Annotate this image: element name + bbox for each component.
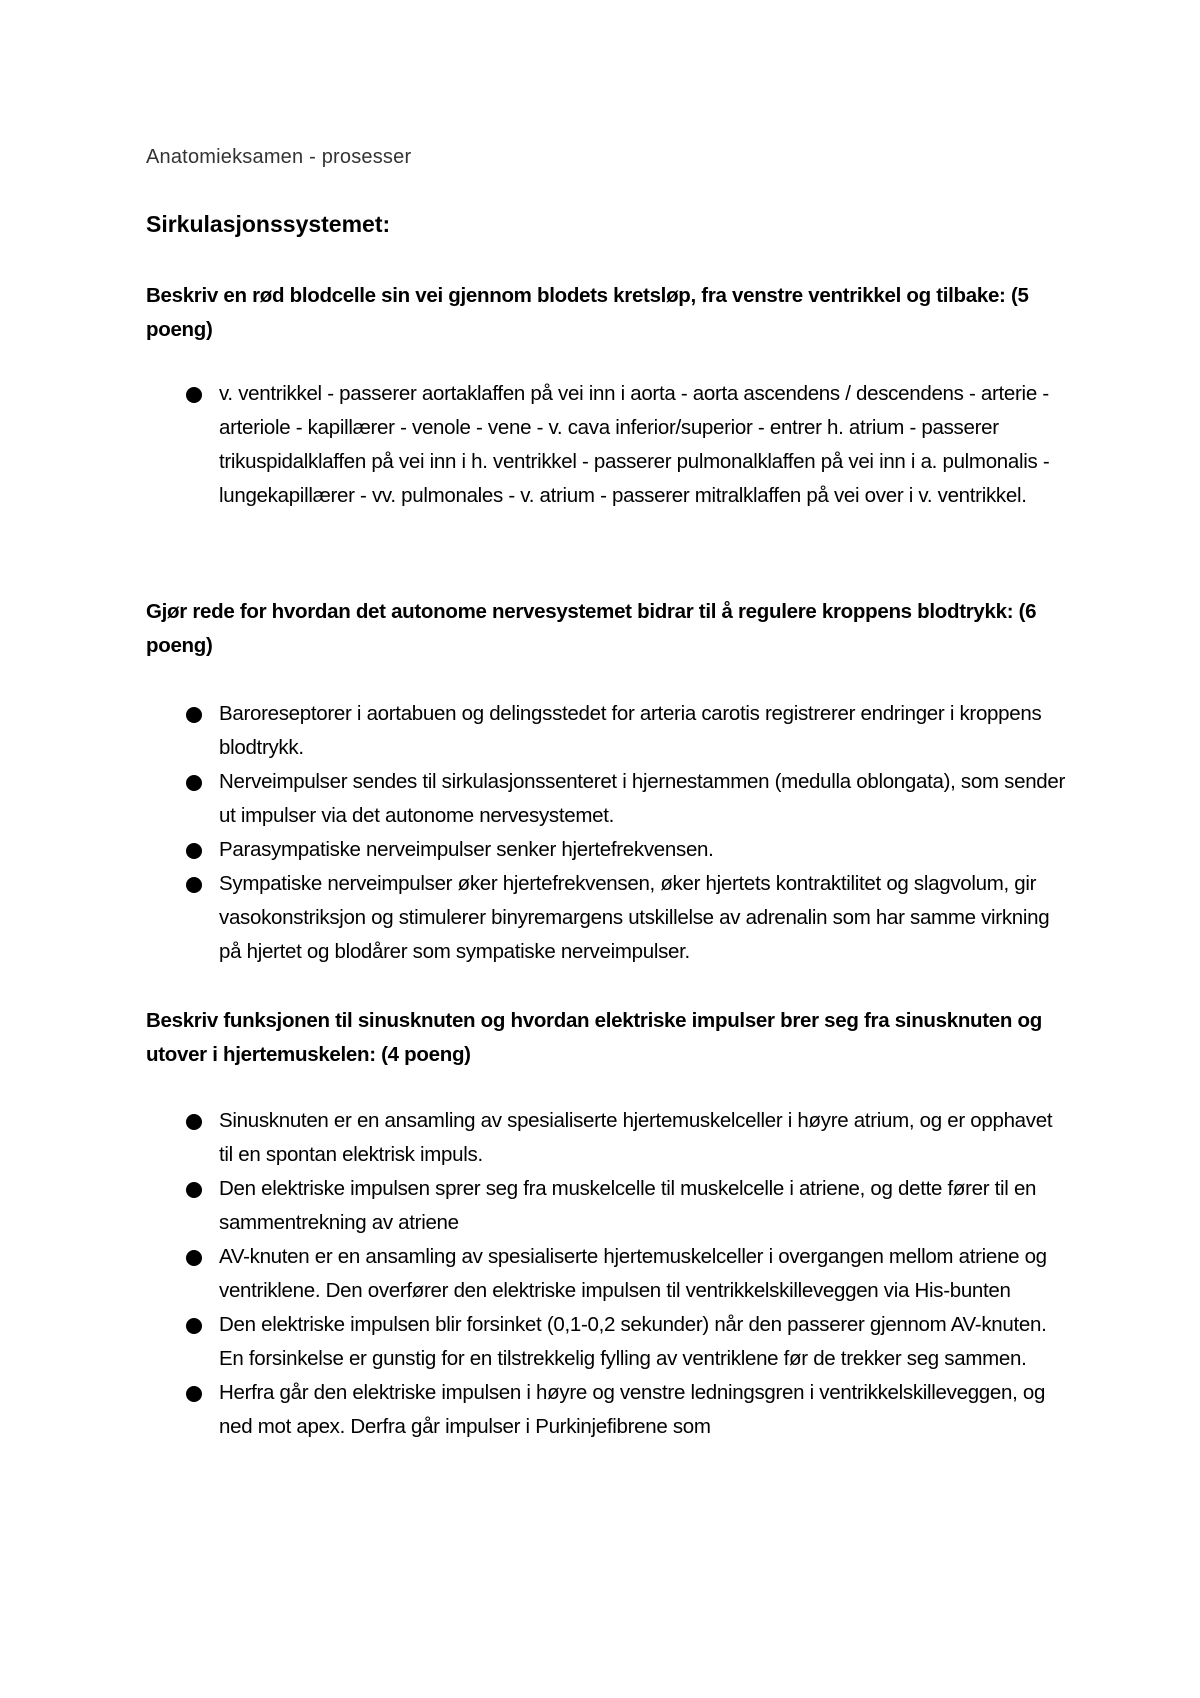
question-1-prompt: Beskriv en rød blodcelle sin vei gjennom blodets kretsløp, fra venstre ventrikkel og tilbake: (5 poeng) — [146, 284, 1029, 341]
answer-item — [146, 1376, 1066, 1444]
question-2-prompt: Gjør rede for hvordan det autonome nervesystemet bidrar til å regulere kroppens blodtrykk: (6 poeng) — [146, 600, 1037, 657]
bullet-icon — [186, 877, 202, 893]
answer-text: Herfra går den elektriske impulsen i høyre og venstre ledningsgren i ventrikkelskilleveggen, og ned mot apex. Derfra går impulser i Purkinjefibrene som — [219, 1381, 1046, 1438]
bullet-icon — [186, 843, 202, 859]
answer-item — [146, 833, 1066, 867]
answer-item — [146, 697, 1066, 765]
answer-text: v. ventrikkel - passerer aortaklaffen på vei inn i aorta - aorta ascendens / descendens - arterie - arteriole - kapillærer - venole - vene - v. cava inferior/superior - entrer h. atrium - passerer trikuspidalklaffen på vei inn i h. ventrikkel - passerer pulmonalklaffen på vei inn i a. pulmonalis - lungekapillærer - vv. pulmonales - v. atrium - passerer mitralklaffen på vei over i v. ventrikkel. — [219, 382, 1050, 507]
bullet-icon — [186, 775, 202, 791]
answer-text: Nerveimpulser sendes til sirkulasjonssenteret i hjernestammen (medulla oblongata), som sender ut impulser via det autonome nervesystemet. — [219, 770, 1066, 827]
bullet-icon — [186, 707, 202, 723]
answer-text: Baroreseptorer i aortabuen og delingsstedet for arteria carotis registrerer endringer i kroppens blodtrykk. — [219, 702, 1042, 759]
answer-item — [146, 1104, 1066, 1172]
answer-text: Sympatiske nerveimpulser øker hjertefrekvensen, øker hjertets kontraktilitet og slagvolum, gir vasokonstriksjon og stimulerer binyremargens utskillelse av adrenalin som har samme virkning på hjertet og blodårer som sympatiske nerveimpulser. — [219, 872, 1050, 963]
answer-item — [146, 1172, 1066, 1240]
section-heading: Sirkulasjonssystemet: — [146, 211, 391, 237]
answer-text: Den elektriske impulsen sprer seg fra muskelcelle til muskelcelle i atriene, og dette fører til en sammentrekning av atriene — [219, 1177, 1037, 1234]
answer-item — [146, 867, 1066, 969]
answer-item — [146, 765, 1066, 833]
bullet-icon — [186, 1114, 202, 1130]
answer-list-2 — [146, 697, 1066, 969]
bullet-icon — [186, 1318, 202, 1334]
answer-item — [146, 1240, 1066, 1308]
answer-item — [146, 377, 1066, 513]
answer-text: Den elektriske impulsen blir forsinket (0,1-0,2 sekunder) når den passerer gjennom AV-knuten. En forsinkelse er gunstig for en tilstrekkelig fylling av ventriklene før de trekker seg sammen. — [219, 1313, 1047, 1370]
answer-item — [146, 1308, 1066, 1376]
answer-text: AV-knuten er en ansamling av spesialiserte hjertemuskelceller i overgangen mellom atriene og ventriklene. Den overfører den elektriske impulsen til ventrikkelskilleveggen via His-bunten — [219, 1245, 1047, 1302]
document-title: Anatomieksamen - prosesser — [146, 146, 412, 168]
bullet-icon — [186, 1250, 202, 1266]
bullet-icon — [186, 1182, 202, 1198]
question-3-prompt: Beskriv funksjonen til sinusknuten og hvordan elektriske impulser brer seg fra sinusknuten og utover i hjertemuskelen: (4 poeng) — [146, 1009, 1042, 1066]
answer-text: Parasympatiske nerveimpulser senker hjertefrekvensen. — [219, 838, 714, 861]
bullet-icon — [186, 387, 202, 403]
answer-list-3 — [146, 1104, 1066, 1444]
answer-text: Sinusknuten er en ansamling av spesialiserte hjertemuskelceller i høyre atrium, og er opphavet til en spontan elektrisk impuls. — [219, 1109, 1053, 1166]
bullet-icon — [186, 1386, 202, 1402]
answer-list-1 — [146, 377, 1066, 513]
